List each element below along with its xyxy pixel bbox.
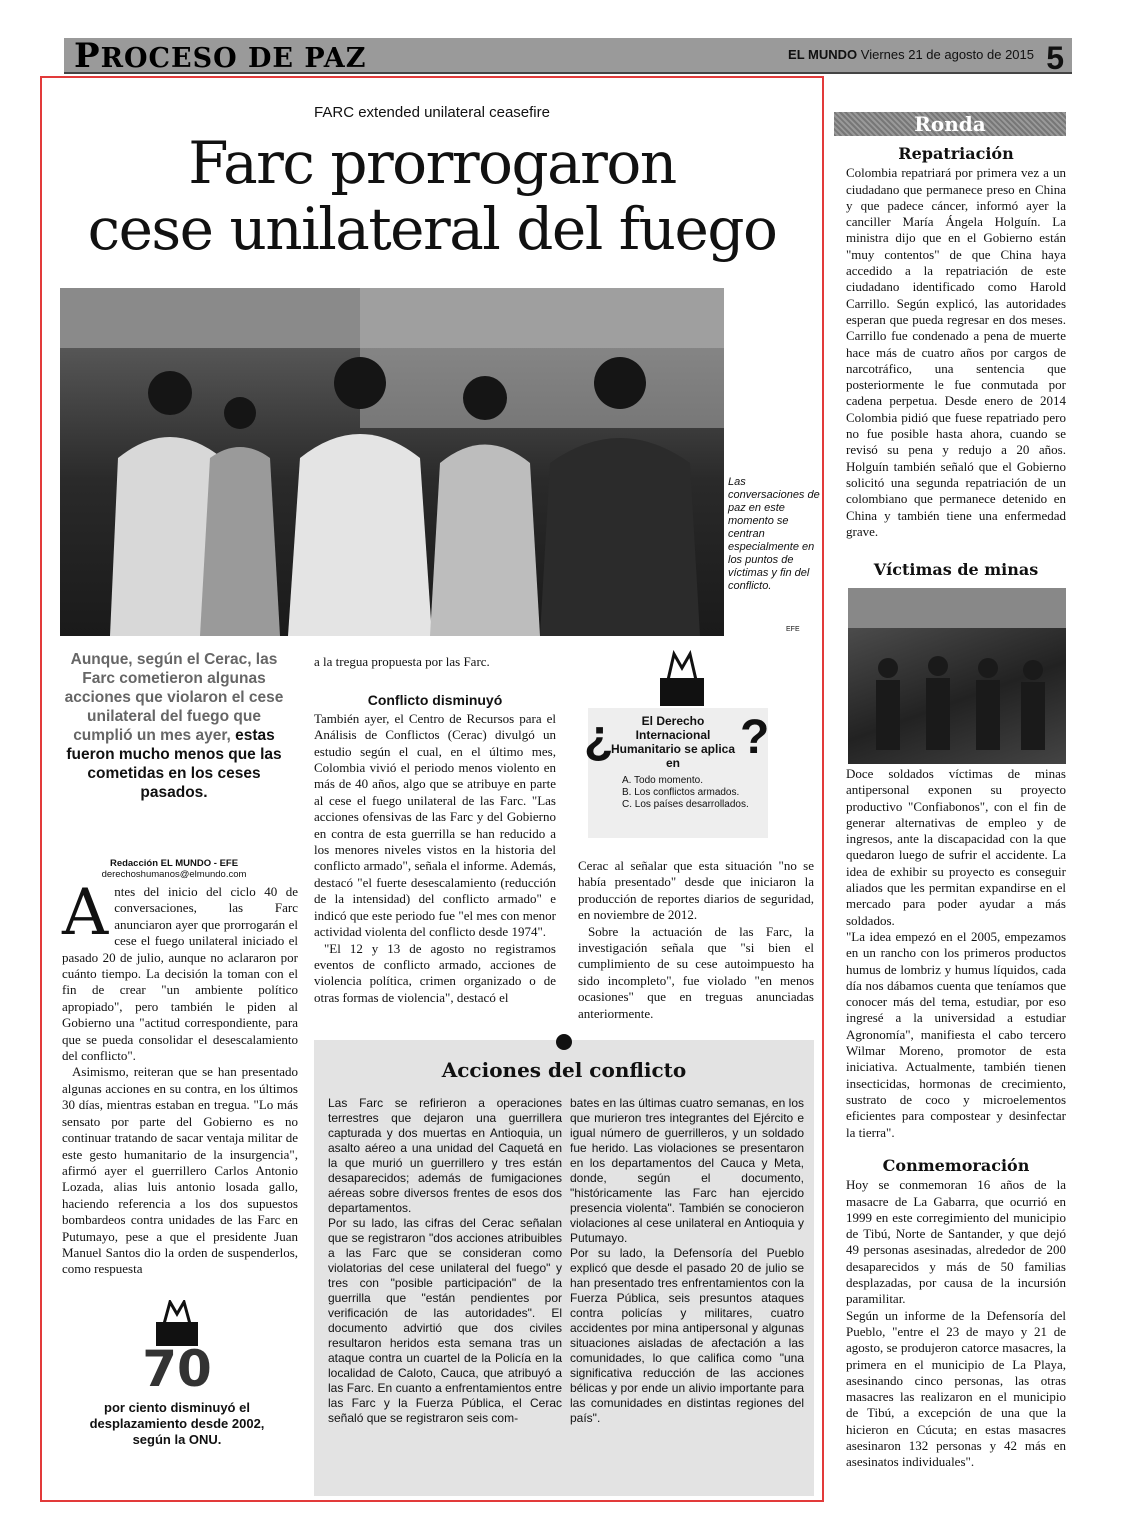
soldiers-photo: [848, 588, 1066, 764]
group-photo: [848, 588, 1066, 764]
byline: Redacción EL MUNDO - EFE derechoshumanos@elmundo.com: [60, 858, 288, 880]
article-title: Farc prorrogaron cese unilateral del fuego: [87, 129, 777, 263]
stat-box: [72, 1300, 282, 1476]
ronda-header: Ronda: [834, 112, 1066, 136]
ronda-victimas: Doce soldados víctimas de minas antipersonal exponen su proyecto productivo "Confiabonos", con el fin de generar alternativas de empleo y de ingresos, ante la discapacidad con la que quedaron luego de sufrir el accidente. La idea de exhibir su proyecto es conseguir aliados que les permitan expandirse en el mercado para poder ayudar a más soldados. "La idea empezó en el 2005, empezamos en un rancho con los primeros productos humus de lombriz y humus líquidos, cada día nos dábamos cuenta que teníamos que conocer más del tema, estudiar, por eso ingresé a la universidad a estudiar Agronomía", manifiesta el cabo tercero Wilmar Moreno, promotor de esta iniciativa. Actualmente, también tienen insecticidas, hormonas de crecimiento, sustrato de coco y microelementos eficientes para compostear y desinfectar la tierra".: [846, 766, 1066, 1140]
quiz-option: C. Los países desarrollados.: [622, 799, 749, 810]
binder-clip-icon: [654, 650, 710, 710]
dropcap: A: [62, 876, 109, 950]
article-photo: [60, 288, 724, 636]
article-kicker: FARC extended unilateral ceasefire: [314, 104, 550, 121]
acciones-box: [314, 1040, 814, 1496]
acciones-column-2: bates en las últimas cuatro semanas, en los que murieron tres integrantes del Ejército e igual número de guerrilleros, y un soldado fue herido. Las violaciones se presentaron en los departamentos del Cauca y Meta, donde, según el documento, "históricamente las Farc han ejercido presencia violenta". También se conocieron violaciones al cese unilateral en Antioquia y Putumayo. Por su lado, la Defensoría del Pueblo explicó que desde el pasado 20 de julio se han presentado tres enfrentamientos con la Fuerza Pública, seis presuntos ataques contra policías y militares, cuatro accidentes por mina antipersonal y algunas situaciones aisladas de afectación a las comunidades, lo que califica como "una significativa reducción de las acciones bélicas y por ende un alivio importante para las comunidades en distintas regiones del país".: [570, 1096, 804, 1425]
ronda-repatriacion: Repatriación Colombia repatriará por primera vez a un ciudadano que permanece preso en China y que padece cáncer, informó ayer la canciller María Ángela Holguín. La ministra dijo que en el Gobierno están "muy contentos" de que China haya accedido a la repatriación de este ciudadano identificado como Harold Carrillo. Según explicó, las autoridades esperan que pueda regresar en dos meses. Carrillo fue condenado a pena de muerte hace más de cuatro años por cargos de narcotráfico, una sentencia que posteriormente le fue conmutada por cadena perpetua. Desde enero de 2014 Colombia pidió que fuese repatriado pero no fue posible hasta ahora, cuando se revisó su pena y redujo a 20 años. Holguín también señaló que el Gobierno solicitó una segunda repatriación de un colombiano que permanece detenido en China y también tiene una enfermedad grave.: [846, 144, 1066, 539]
masthead: EL MUNDO: [788, 47, 858, 62]
article-column-2: a la tregua propuesta por las Farc. Conflicto disminuyó También ayer, el Centro de Recursos para el Análisis de Conflictos (Cerac) divulgó un estudio según el cual, en el último mes, Colombia vivió el periodo menos violento en más de 40 años, algo que se atribuye en parte al cese el fuego unilateral de las Farc. "Las acciones ofensivas de las Farc y del Gobierno en contra de esta guerrilla se han reducido a los menores niveles vistos en la historia del conflicto armado", señala el informe. Además, destacó "el fuerte desescalamiento (reducción de la intensidad) del conflicto armado" e indicó que este periodo fue "el mes con menor actividad violenta del conflicto desde 1974". "El 12 y 13 de agosto no registramos eventos de conflicto armado, acciones de violencia política, crimen organizado o de otras formas de violencia", destacó el: [314, 654, 556, 1005]
byline-email: derechoshumanos@elmundo.com: [101, 869, 247, 880]
masthead-date: [788, 47, 1034, 62]
subhead: Conflicto disminuyó: [367, 692, 503, 709]
people-walking-photo: [60, 288, 724, 636]
quiz-box: [584, 708, 770, 838]
stat-text: por ciento disminuyó el desplazamiento desde 2002, según la ONU.: [89, 1400, 265, 1447]
quiz-option: A. Todo momento.: [622, 775, 703, 786]
victimas-title: Víctimas de minas: [873, 560, 1039, 579]
quiz-options: [622, 775, 749, 811]
page-number: 5: [1046, 40, 1064, 76]
acciones-title: Acciones del conflicto: [441, 1058, 687, 1082]
repatriacion-title: Repatriación: [898, 144, 1014, 163]
photo-credit: EFE: [786, 626, 800, 633]
stat-number: 70: [142, 1340, 212, 1398]
article-column-1: A ntes del inicio del ciclo 40 de conversaciones, las Farc anunciaron ayer que prorrogarán el cese el fuego unilateral iniciado el pasado 20 de julio, aunque no aclararon por cuánto tiempo. La decisión la toman con el fin de crear "un ambiente político apropiado", pero también le piden al Gobierno una "actitud correspondiente, para que se pueda consolidar el desescalamiento del conflicto". Asimismo, reiteran que se han presentado algunas acciones en su contra, en los últimos 30 días, mientras estaban en tregua. "Lo más sensato por parte del Gobierno es no continuar tratando de sacar ventaja militar de este gesto humanitario de la insurgencia", afirmó ayer el guerrillero Carlos Antonio Lozada, alias luis antonio losada gallo, haciendo referencia a los dos supuestos bombardeos contra unidades de las Farc en Putumayo, pese a que el presidente Juan Manuel Santos dio la orden de suspenderlos, como respuesta: [62, 876, 298, 1277]
conmemoracion-title: Conmemoración: [882, 1156, 1030, 1175]
article-lead: Aunque, según el Cerac, las Farc cometieron algunas acciones que violaron el cese unilateral del fuego que cumplió un mes ayer, estas fueron mucho menos que las cometidas en los ceses pasados.: [64, 651, 284, 801]
quiz-option: B. Los conflictos armados.: [622, 787, 740, 798]
question-close-mark: ?: [740, 711, 770, 764]
ronda-conmemoracion: Conmemoración Hoy se conmemoran 16 años de la masacre de La Gabarra, que ocurrió en 1999 en este corregimiento del municipio de Tibú, Norte de Santander, y que dejó 49 personas asesinadas, alrededor de 200 desaparecidos y más de 50 familias desplazadas, por causa de la incursión paramilitar. Según un informe de la Defensoría del Pueblo, "entre el 23 de mayo y 21 de agosto, se produjeron catorce masacres, la primera en el municipio de La Playa, asesinando cinco personas, las otras masacres las realizaron en el municipio de Tibú, a excepción de una que la hicieron en Cúcuta; en estas masacres asesinaron 132 personas y 42 más en asesinatos individuales".: [846, 1156, 1066, 1470]
photo-caption: Las conversaciones de paz en este momento se centran especialmente en los puntos de víctimas y fin del conflicto.: [728, 476, 820, 592]
question-open-mark: ¿: [584, 711, 614, 764]
pin-icon: [554, 1032, 574, 1052]
issue-date: Viernes 21 de agosto de 2015: [860, 47, 1034, 62]
quiz-question: El Derecho Internacional Humanitario se aplica en: [610, 714, 736, 770]
acciones-column-1: Las Farc se refirieron a operaciones terrestres que dejaron una guerrillera capturada y dos muertas en Antioquia, un asalto aéreo a una unidad del Caquetá en la que murió un guerrillero y tres están desaparecidos; además de fumigaciones aéreas sobre diversos frentes de esos dos departamentos. Por su lado, las cifras del Cerac señalan que se registraron "dos acciones atribuibles a las Farc que se consideran como violatorias del cese unilateral del fuego" y tres con "posible participación" de la guerrilla que "están pendientes por verificación de las autoridades". El documento advirtió que dos civiles resultaron heridos esta semana tras un ataque contra un cuartel de la Policía en la localidad de Caloto, Cauca, que atribuyó a las Farc. En cuanto a enfrentamientos entre las Farc y la Fuerza Pública, el Cerac señaló que se registraron seis com-: [328, 1096, 562, 1425]
article-column-3: Cerac al señalar que esta situación "no se había presentado" desde que iniciaron la producción de reportes diarios de seguridad, en noviembre de 2012. Sobre la actuación de las Farc, la investigación señala que "si bien el cumplimiento de su cese autoimpuesto ha sido incompleto", fue violado "en menos ocasiones" que en treguas anunciadas anteriormente.: [578, 858, 814, 1021]
section-name: PROCESO DE PAZ: [74, 36, 367, 76]
ronda-victimas-title-block: [846, 562, 1066, 581]
